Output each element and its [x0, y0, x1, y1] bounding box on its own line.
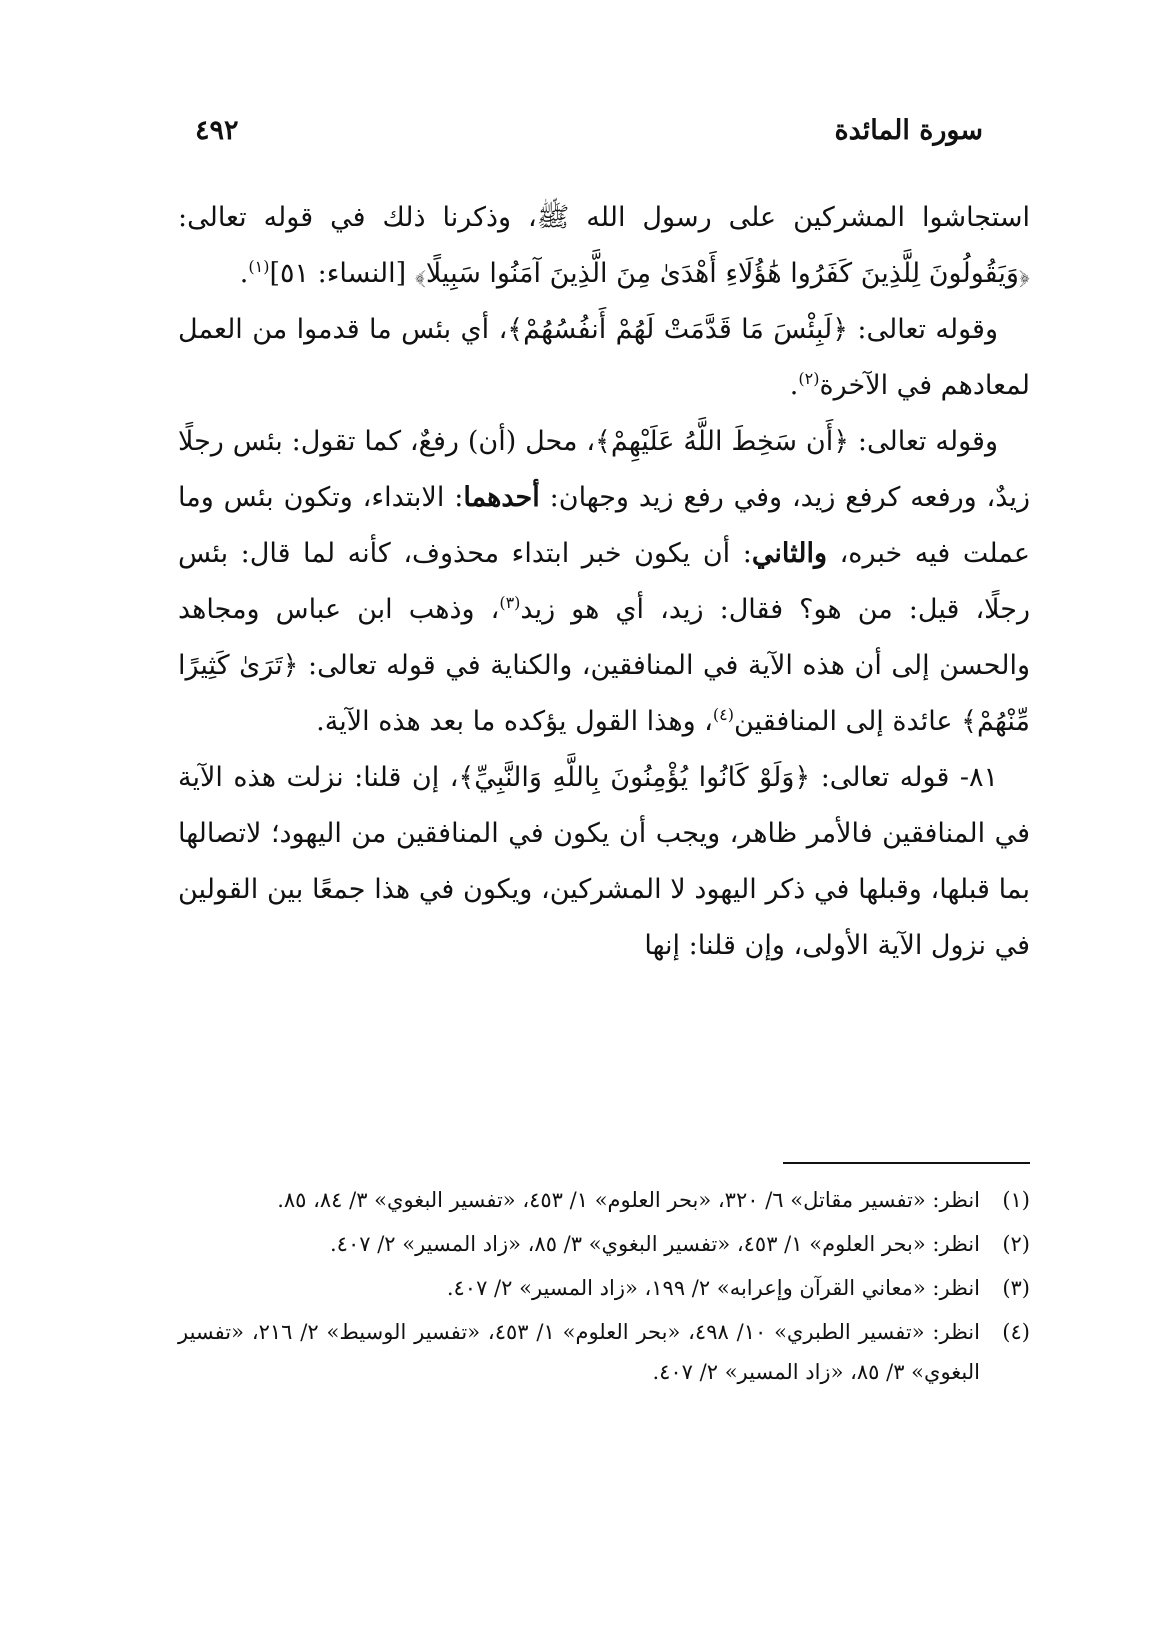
- verse-reference: [النساء: ٥١]: [269, 258, 415, 289]
- paragraph-1: [178, 190, 1030, 302]
- footnote-number: (٣): [1002, 1276, 1030, 1300]
- main-text: [178, 190, 1030, 974]
- footnote-ref-2[interactable]: (٢): [798, 369, 820, 388]
- paragraph-2-end: .: [789, 370, 799, 401]
- footnote-number: (٢): [1002, 1232, 1030, 1256]
- paragraph-4-start: ٨١- قوله تعالى:: [810, 762, 999, 793]
- paragraph-3-text-f: ، وهذا القول يؤكده ما بعد هذه الآية.: [316, 706, 713, 737]
- footnote-text: انظر: «تفسير الطبري» ١٠/ ٤٩٨، «بحر العلوم» ١/ ٤٥٣، «تفسير الوسيط» ٢/ ٢١٦، «تفسير البغوي» ٣/ ٨٥، «زاد المسير» ٢/ ٤٠٧.: [178, 1320, 980, 1384]
- footnote-text: انظر: «تفسير مقاتل» ٦/ ٣٢٠، «بحر العلوم» ١/ ٤٥٣، «تفسير البغوي» ٣/ ٨٤، ٨٥.: [277, 1188, 980, 1212]
- paragraph-3-text-a: ، محل (أن) رفعٌ، كما تقول: بئس رجلًا زيدٌ، ورفعه كرفع زيد، وفي رفع زيد وجهان:: [178, 426, 1030, 513]
- footnote-2: [178, 1224, 1030, 1264]
- footnotes: [178, 1180, 1030, 1396]
- quran-verse-4: ﴿تَرَىٰ كَثِيرًا مِّنْهُمْ﴾: [178, 650, 1030, 737]
- paragraph-3-text-b: : الابتداء، وتكون بئس وما عملت فيه خبره،: [178, 482, 1031, 569]
- footnote-text: انظر: «معاني القرآن وإعرابه» ٢/ ١٩٩، «زاد المسير» ٢/ ٤٠٧.: [446, 1276, 980, 1300]
- footnote-1: [178, 1180, 1030, 1220]
- paragraph-1-end: .: [239, 258, 249, 289]
- quran-verse-2: ﴿لَبِئْسَ مَا قَدَّمَتْ لَهُمْ أَنفُسُهُمْ﴾: [507, 314, 849, 345]
- paragraph-2-start: وقوله تعالى:: [848, 314, 998, 345]
- paragraph-2-text: ، أي بئس ما قدموا من العمل لمعادهم في الآخرة: [178, 314, 1030, 401]
- paragraph-4: [178, 750, 1030, 974]
- page-number: ٤٩٢: [195, 114, 239, 146]
- paragraph-3-text-d: ، وذهب ابن عباس ومجاهد والحسن إلى أن هذه الآية في المنافقين، والكناية في قوله تعالى:: [178, 594, 1030, 681]
- footnote-text: انظر: «بحر العلوم» ١/ ٤٥٣، «تفسير البغوي» ٣/ ٨٥، «زاد المسير» ٢/ ٤٠٧.: [329, 1232, 980, 1256]
- quran-verse-3: ﴿أَن سَخِطَ اللَّهُ عَلَيْهِمْ﴾: [595, 426, 850, 457]
- quran-verse-5: ﴿وَلَوْ كَانُوا يُؤْمِنُونَ بِاللَّهِ وَالنَّبِيِّ﴾: [458, 762, 811, 793]
- paragraph-1-text: استجاشوا المشركين على رسول الله ﷺ، وذكرنا ذلك في قوله تعالى:: [178, 202, 1030, 233]
- paragraph-2: [178, 302, 1030, 414]
- footnote-ref-1[interactable]: (١): [248, 257, 270, 276]
- paragraph-3-text-c: : أن يكون خبر ابتداء محذوف، كأنه لما قال: بئس رجلًا، قيل: من هو؟ فقال: زيد، أي هو زيد: [178, 538, 1030, 625]
- quran-verse-nisa-51: ﴿وَيَقُولُونَ لِلَّذِينَ كَفَرُوا هَٰؤُلَاءِ أَهْدَىٰ مِنَ الَّذِينَ آمَنُوا سَبِيلًا﴾: [414, 258, 1030, 289]
- bold-term-second: والثاني: [751, 538, 828, 569]
- footnote-divider: [783, 1162, 1030, 1164]
- footnote-3: [178, 1268, 1030, 1308]
- paragraph-3-start: وقوله تعالى:: [849, 426, 998, 457]
- footnote-number: (١): [1002, 1188, 1030, 1212]
- paragraph-4-text: ، إن قلنا: نزلت هذه الآية في المنافقين فالأمر ظاهر، ويجب أن يكون في المنافقين من اليهود؛ لاتصالها بما قبلها، وقبلها في ذكر اليهود لا المشركين، ويكون في هذا جمعًا بين القولين في نزول الآية الأولى، وإن قلنا: إنها: [178, 762, 1030, 961]
- footnote-number: (٤): [1002, 1320, 1030, 1344]
- footnote-ref-3[interactable]: (٣): [499, 593, 521, 612]
- paragraph-3: [178, 414, 1030, 750]
- footnote-ref-4[interactable]: (٤): [712, 705, 734, 724]
- bold-term-first: أحدهما: [463, 482, 540, 513]
- paragraph-3-text-e: عائدة إلى المنافقين: [734, 706, 962, 737]
- page-header: [195, 104, 983, 156]
- footnote-4: [178, 1312, 1030, 1392]
- surah-title: سورة المائدة: [834, 114, 983, 146]
